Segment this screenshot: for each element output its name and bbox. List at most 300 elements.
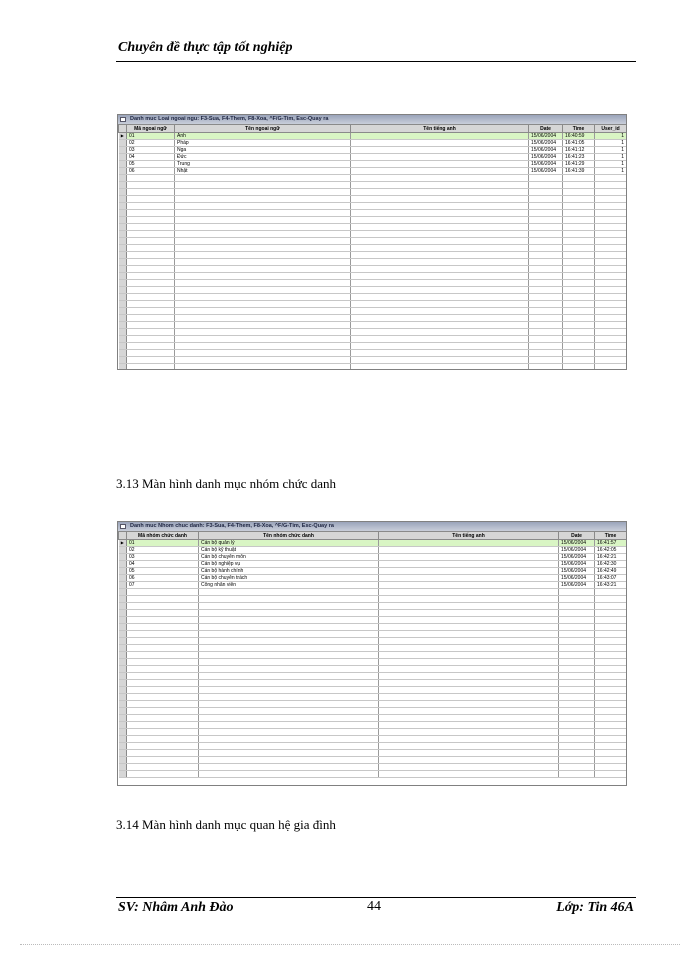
table-cell[interactable]: 1 <box>595 147 627 154</box>
table-cell[interactable] <box>351 252 529 259</box>
row-selector[interactable] <box>119 308 127 315</box>
table-cell[interactable] <box>529 357 563 364</box>
table-cell[interactable] <box>379 757 559 764</box>
empty-row[interactable] <box>119 764 627 771</box>
row-selector[interactable] <box>119 196 127 203</box>
table-cell[interactable]: 1 <box>595 161 627 168</box>
table-cell[interactable]: 15/06/2004 <box>559 540 595 547</box>
empty-row[interactable] <box>119 743 627 750</box>
table-cell[interactable] <box>379 729 559 736</box>
table-cell[interactable] <box>127 231 175 238</box>
table-cell[interactable] <box>351 175 529 182</box>
table-row[interactable] <box>119 554 627 561</box>
table-cell[interactable] <box>127 336 175 343</box>
table-cell[interactable] <box>127 750 199 757</box>
table-cell[interactable] <box>127 217 175 224</box>
table-cell[interactable] <box>595 273 627 280</box>
row-selector[interactable] <box>119 287 127 294</box>
table-cell[interactable] <box>379 617 559 624</box>
table-cell[interactable] <box>563 217 595 224</box>
table-cell[interactable] <box>379 750 559 757</box>
table-cell[interactable] <box>127 329 175 336</box>
row-selector[interactable] <box>119 336 127 343</box>
table-cell[interactable] <box>379 540 559 547</box>
table-cell[interactable]: 16:42:30 <box>595 561 627 568</box>
table-cell[interactable] <box>379 589 559 596</box>
table-cell[interactable] <box>199 687 379 694</box>
table-cell[interactable]: 16:40:59 <box>563 133 595 140</box>
column-header[interactable]: Tên tiếng anh <box>351 125 529 133</box>
table-cell[interactable] <box>595 350 627 357</box>
table-cell[interactable] <box>559 673 595 680</box>
table-cell[interactable] <box>351 336 529 343</box>
table-cell[interactable] <box>379 701 559 708</box>
row-selector[interactable] <box>119 547 127 554</box>
table-cell[interactable] <box>127 729 199 736</box>
table-cell[interactable]: 04 <box>127 154 175 161</box>
table-cell[interactable] <box>351 203 529 210</box>
row-selector[interactable] <box>119 589 127 596</box>
table-cell[interactable] <box>199 631 379 638</box>
table-cell[interactable] <box>199 659 379 666</box>
row-selector[interactable] <box>119 364 127 371</box>
row-selector[interactable] <box>119 140 127 147</box>
table-cell[interactable]: 15/06/2004 <box>529 161 563 168</box>
row-selector[interactable] <box>119 280 127 287</box>
table-cell[interactable] <box>175 364 351 371</box>
table-cell[interactable] <box>127 259 175 266</box>
table-cell[interactable]: 15/06/2004 <box>529 168 563 175</box>
table-cell[interactable]: 01 <box>127 540 199 547</box>
table-cell[interactable] <box>175 266 351 273</box>
table-cell[interactable] <box>563 196 595 203</box>
table-cell[interactable] <box>529 217 563 224</box>
table-cell[interactable]: 03 <box>127 554 199 561</box>
row-selector[interactable] <box>119 301 127 308</box>
table-cell[interactable] <box>595 757 627 764</box>
table-cell[interactable]: Cán bộ hành chính <box>199 568 379 575</box>
table-cell[interactable]: 16:41:57 <box>595 540 627 547</box>
table-row[interactable] <box>119 582 627 589</box>
foreign-language-grid[interactable] <box>117 114 627 370</box>
table-cell[interactable] <box>529 182 563 189</box>
empty-row[interactable] <box>119 736 627 743</box>
table-cell[interactable] <box>595 329 627 336</box>
table-cell[interactable] <box>559 638 595 645</box>
table-cell[interactable]: Cán bộ chuyên môn <box>199 554 379 561</box>
table-cell[interactable] <box>595 259 627 266</box>
table-cell[interactable] <box>529 231 563 238</box>
row-selector[interactable] <box>119 687 127 694</box>
row-selector[interactable] <box>119 357 127 364</box>
table-cell[interactable] <box>529 252 563 259</box>
table-cell[interactable] <box>379 771 559 778</box>
column-header[interactable]: Mã nhóm chức danh <box>127 532 199 540</box>
table-cell[interactable] <box>595 771 627 778</box>
table-cell[interactable] <box>595 203 627 210</box>
table-cell[interactable] <box>127 659 199 666</box>
empty-row[interactable] <box>119 701 627 708</box>
row-selector[interactable] <box>119 666 127 673</box>
table-cell[interactable] <box>127 196 175 203</box>
table-cell[interactable]: 16:42:49 <box>595 568 627 575</box>
table-cell[interactable] <box>199 750 379 757</box>
table-cell[interactable] <box>559 701 595 708</box>
table-cell[interactable] <box>351 301 529 308</box>
table-cell[interactable] <box>175 259 351 266</box>
row-selector[interactable] <box>119 624 127 631</box>
row-selector[interactable] <box>119 147 127 154</box>
table-cell[interactable] <box>199 771 379 778</box>
table-cell[interactable] <box>379 575 559 582</box>
table-cell[interactable] <box>379 624 559 631</box>
table-cell[interactable] <box>379 722 559 729</box>
table-cell[interactable] <box>563 175 595 182</box>
table-cell[interactable] <box>529 322 563 329</box>
table-cell[interactable] <box>127 771 199 778</box>
table-cell[interactable] <box>127 722 199 729</box>
table-cell[interactable] <box>379 568 559 575</box>
table-cell[interactable] <box>559 645 595 652</box>
table-cell[interactable]: 1 <box>595 140 627 147</box>
table-cell[interactable]: Pháp <box>175 140 351 147</box>
table-cell[interactable]: 1 <box>595 133 627 140</box>
table-cell[interactable] <box>529 203 563 210</box>
table-cell[interactable]: 16:41:29 <box>563 161 595 168</box>
table-cell[interactable] <box>379 582 559 589</box>
table-row[interactable] <box>119 568 627 575</box>
table-cell[interactable] <box>175 322 351 329</box>
table-cell[interactable] <box>595 680 627 687</box>
table-cell[interactable] <box>351 182 529 189</box>
table-cell[interactable] <box>127 357 175 364</box>
table-cell[interactable] <box>199 666 379 673</box>
table-cell[interactable] <box>559 687 595 694</box>
table-cell[interactable] <box>351 196 529 203</box>
table-cell[interactable] <box>127 280 175 287</box>
table-cell[interactable] <box>559 631 595 638</box>
table-cell[interactable] <box>529 259 563 266</box>
row-selector[interactable] <box>119 322 127 329</box>
table-cell[interactable] <box>175 315 351 322</box>
column-header[interactable]: Tên ngoai ngữ <box>175 125 351 133</box>
table-cell[interactable] <box>199 680 379 687</box>
table-cell[interactable]: 16:41:12 <box>563 147 595 154</box>
table-cell[interactable]: Nhật <box>175 168 351 175</box>
table-cell[interactable] <box>563 224 595 231</box>
table-row[interactable] <box>119 140 627 147</box>
table-cell[interactable] <box>351 329 529 336</box>
table-cell[interactable] <box>563 210 595 217</box>
row-selector[interactable] <box>119 252 127 259</box>
table-cell[interactable] <box>199 624 379 631</box>
column-header[interactable]: Tên nhóm chức danh <box>199 532 379 540</box>
table-cell[interactable] <box>175 245 351 252</box>
table-cell[interactable]: 15/06/2004 <box>529 133 563 140</box>
table-cell[interactable]: 07 <box>127 582 199 589</box>
table-cell[interactable] <box>127 308 175 315</box>
table-cell[interactable] <box>559 764 595 771</box>
table-cell[interactable] <box>529 245 563 252</box>
table-cell[interactable] <box>379 610 559 617</box>
table-cell[interactable] <box>595 287 627 294</box>
empty-row[interactable] <box>119 259 627 266</box>
row-selector[interactable] <box>119 259 127 266</box>
empty-row[interactable] <box>119 308 627 315</box>
table-cell[interactable] <box>529 336 563 343</box>
row-selector[interactable] <box>119 189 127 196</box>
table-cell[interactable] <box>563 357 595 364</box>
table-cell[interactable] <box>559 680 595 687</box>
empty-row[interactable] <box>119 722 627 729</box>
empty-row[interactable] <box>119 757 627 764</box>
table-cell[interactable] <box>127 645 199 652</box>
table-cell[interactable] <box>559 722 595 729</box>
row-selector[interactable] <box>119 231 127 238</box>
table-cell[interactable] <box>379 673 559 680</box>
table-cell[interactable] <box>127 238 175 245</box>
table-cell[interactable] <box>351 315 529 322</box>
row-selector[interactable] <box>119 273 127 280</box>
empty-row[interactable] <box>119 217 627 224</box>
table-cell[interactable] <box>351 189 529 196</box>
table-row[interactable] <box>119 147 627 154</box>
table-cell[interactable] <box>379 596 559 603</box>
table-cell[interactable] <box>559 652 595 659</box>
row-selector[interactable] <box>119 329 127 336</box>
table-row[interactable] <box>119 154 627 161</box>
empty-row[interactable] <box>119 329 627 336</box>
row-selector[interactable] <box>119 154 127 161</box>
empty-row[interactable] <box>119 315 627 322</box>
table-cell[interactable] <box>563 294 595 301</box>
table-cell[interactable] <box>595 750 627 757</box>
table-cell[interactable] <box>529 175 563 182</box>
table-cell[interactable] <box>595 266 627 273</box>
table-row[interactable] <box>119 161 627 168</box>
table-cell[interactable] <box>199 694 379 701</box>
empty-row[interactable] <box>119 666 627 673</box>
column-header[interactable]: Mã ngoai ngữ <box>127 125 175 133</box>
table-cell[interactable] <box>595 280 627 287</box>
table-cell[interactable] <box>199 603 379 610</box>
table-cell[interactable] <box>127 736 199 743</box>
table-cell[interactable] <box>175 287 351 294</box>
table-cell[interactable]: Cán bộ nghiệp vụ <box>199 561 379 568</box>
table-cell[interactable] <box>563 350 595 357</box>
table-cell[interactable]: Cán bộ chuyên trách <box>199 575 379 582</box>
empty-row[interactable] <box>119 322 627 329</box>
table-cell[interactable] <box>175 210 351 217</box>
table-cell[interactable] <box>563 231 595 238</box>
empty-row[interactable] <box>119 680 627 687</box>
empty-row[interactable] <box>119 673 627 680</box>
table-cell[interactable] <box>175 350 351 357</box>
table-row[interactable] <box>119 133 627 140</box>
table-cell[interactable] <box>595 182 627 189</box>
table-cell[interactable] <box>127 757 199 764</box>
table-cell[interactable] <box>351 322 529 329</box>
table-cell[interactable] <box>529 273 563 280</box>
table-cell[interactable] <box>563 238 595 245</box>
table-cell[interactable] <box>595 189 627 196</box>
table-cell[interactable] <box>529 210 563 217</box>
table-cell[interactable] <box>127 350 175 357</box>
table-cell[interactable]: 15/06/2004 <box>529 140 563 147</box>
table-cell[interactable] <box>379 554 559 561</box>
table-cell[interactable] <box>127 603 199 610</box>
row-selector[interactable] <box>119 203 127 210</box>
table-cell[interactable]: 15/06/2004 <box>559 582 595 589</box>
table-row[interactable] <box>119 575 627 582</box>
current-row-indicator[interactable]: ▶ <box>119 133 127 140</box>
row-selector[interactable] <box>119 210 127 217</box>
table-cell[interactable] <box>559 666 595 673</box>
row-selector[interactable] <box>119 617 127 624</box>
empty-row[interactable] <box>119 659 627 666</box>
table-cell[interactable] <box>595 596 627 603</box>
empty-row[interactable] <box>119 273 627 280</box>
table-cell[interactable] <box>351 224 529 231</box>
row-selector[interactable] <box>119 238 127 245</box>
table-cell[interactable]: 16:41:05 <box>563 140 595 147</box>
table-cell[interactable] <box>379 708 559 715</box>
table-cell[interactable] <box>563 252 595 259</box>
empty-row[interactable] <box>119 603 627 610</box>
table-cell[interactable] <box>199 596 379 603</box>
table-cell[interactable] <box>351 133 529 140</box>
table-cell[interactable] <box>563 259 595 266</box>
table-cell[interactable] <box>175 203 351 210</box>
table-cell[interactable] <box>595 245 627 252</box>
table-cell[interactable]: 15/06/2004 <box>529 154 563 161</box>
row-selector[interactable] <box>119 582 127 589</box>
table-cell[interactable] <box>199 652 379 659</box>
table-cell[interactable] <box>175 217 351 224</box>
table-cell[interactable] <box>563 364 595 371</box>
table-cell[interactable] <box>595 666 627 673</box>
table-cell[interactable]: 16:42:05 <box>595 547 627 554</box>
table-cell[interactable] <box>127 287 175 294</box>
table-cell[interactable] <box>595 175 627 182</box>
table-cell[interactable] <box>379 743 559 750</box>
row-selector[interactable] <box>119 575 127 582</box>
table-cell[interactable] <box>595 722 627 729</box>
table-cell[interactable] <box>563 336 595 343</box>
empty-row[interactable] <box>119 771 627 778</box>
table-cell[interactable] <box>351 161 529 168</box>
table-cell[interactable] <box>529 294 563 301</box>
table-cell[interactable] <box>529 189 563 196</box>
table-cell[interactable]: 16:43:21 <box>595 582 627 589</box>
empty-row[interactable] <box>119 175 627 182</box>
table-cell[interactable] <box>595 652 627 659</box>
table-cell[interactable] <box>595 217 627 224</box>
table-cell[interactable] <box>559 750 595 757</box>
job-title-group-grid[interactable] <box>117 521 627 786</box>
table-cell[interactable] <box>379 631 559 638</box>
table-cell[interactable] <box>595 701 627 708</box>
table-cell[interactable] <box>351 147 529 154</box>
empty-row[interactable] <box>119 596 627 603</box>
row-selector[interactable] <box>119 168 127 175</box>
table-cell[interactable]: 04 <box>127 561 199 568</box>
table-cell[interactable] <box>127 631 199 638</box>
column-header[interactable]: User_id <box>595 125 627 133</box>
empty-row[interactable] <box>119 252 627 259</box>
row-selector[interactable] <box>119 659 127 666</box>
table-cell[interactable] <box>595 694 627 701</box>
table-cell[interactable] <box>175 224 351 231</box>
empty-row[interactable] <box>119 189 627 196</box>
row-selector[interactable] <box>119 631 127 638</box>
table-cell[interactable] <box>595 687 627 694</box>
table-cell[interactable] <box>559 610 595 617</box>
table-cell[interactable] <box>351 217 529 224</box>
table-cell[interactable] <box>563 308 595 315</box>
table-cell[interactable] <box>563 203 595 210</box>
table-cell[interactable] <box>559 603 595 610</box>
table-cell[interactable] <box>127 322 175 329</box>
table-cell[interactable] <box>199 645 379 652</box>
table-cell[interactable]: 16:42:21 <box>595 554 627 561</box>
table-cell[interactable] <box>351 266 529 273</box>
table-cell[interactable] <box>379 715 559 722</box>
table-cell[interactable] <box>351 294 529 301</box>
table-cell[interactable] <box>127 687 199 694</box>
table-cell[interactable] <box>563 315 595 322</box>
table-cell[interactable] <box>127 652 199 659</box>
table-cell[interactable] <box>595 610 627 617</box>
table-cell[interactable]: Trung <box>175 161 351 168</box>
table-cell[interactable] <box>559 617 595 624</box>
table-cell[interactable] <box>127 294 175 301</box>
empty-row[interactable] <box>119 715 627 722</box>
row-selector[interactable] <box>119 673 127 680</box>
table-cell[interactable] <box>559 624 595 631</box>
table-row[interactable] <box>119 547 627 554</box>
table-cell[interactable] <box>559 589 595 596</box>
empty-row[interactable] <box>119 203 627 210</box>
table-cell[interactable] <box>559 708 595 715</box>
empty-row[interactable] <box>119 589 627 596</box>
empty-row[interactable] <box>119 231 627 238</box>
table-cell[interactable] <box>199 701 379 708</box>
table-cell[interactable] <box>595 308 627 315</box>
table-cell[interactable]: 1 <box>595 168 627 175</box>
column-header[interactable]: Time <box>595 532 627 540</box>
table-cell[interactable] <box>127 764 199 771</box>
table-cell[interactable] <box>595 294 627 301</box>
row-selector[interactable] <box>119 757 127 764</box>
table-cell[interactable] <box>351 231 529 238</box>
table-cell[interactable] <box>595 224 627 231</box>
table-cell[interactable]: Cán bộ kỹ thuật <box>199 547 379 554</box>
table-cell[interactable] <box>595 196 627 203</box>
table-cell[interactable] <box>175 343 351 350</box>
table-cell[interactable] <box>127 252 175 259</box>
table-cell[interactable] <box>379 687 559 694</box>
table-cell[interactable] <box>127 266 175 273</box>
table-cell[interactable] <box>379 652 559 659</box>
row-selector[interactable] <box>119 680 127 687</box>
table-cell[interactable] <box>595 301 627 308</box>
table-cell[interactable] <box>595 645 627 652</box>
table-cell[interactable]: 16:41:23 <box>563 154 595 161</box>
table-cell[interactable] <box>595 343 627 350</box>
table-cell[interactable] <box>351 245 529 252</box>
row-selector[interactable] <box>119 771 127 778</box>
